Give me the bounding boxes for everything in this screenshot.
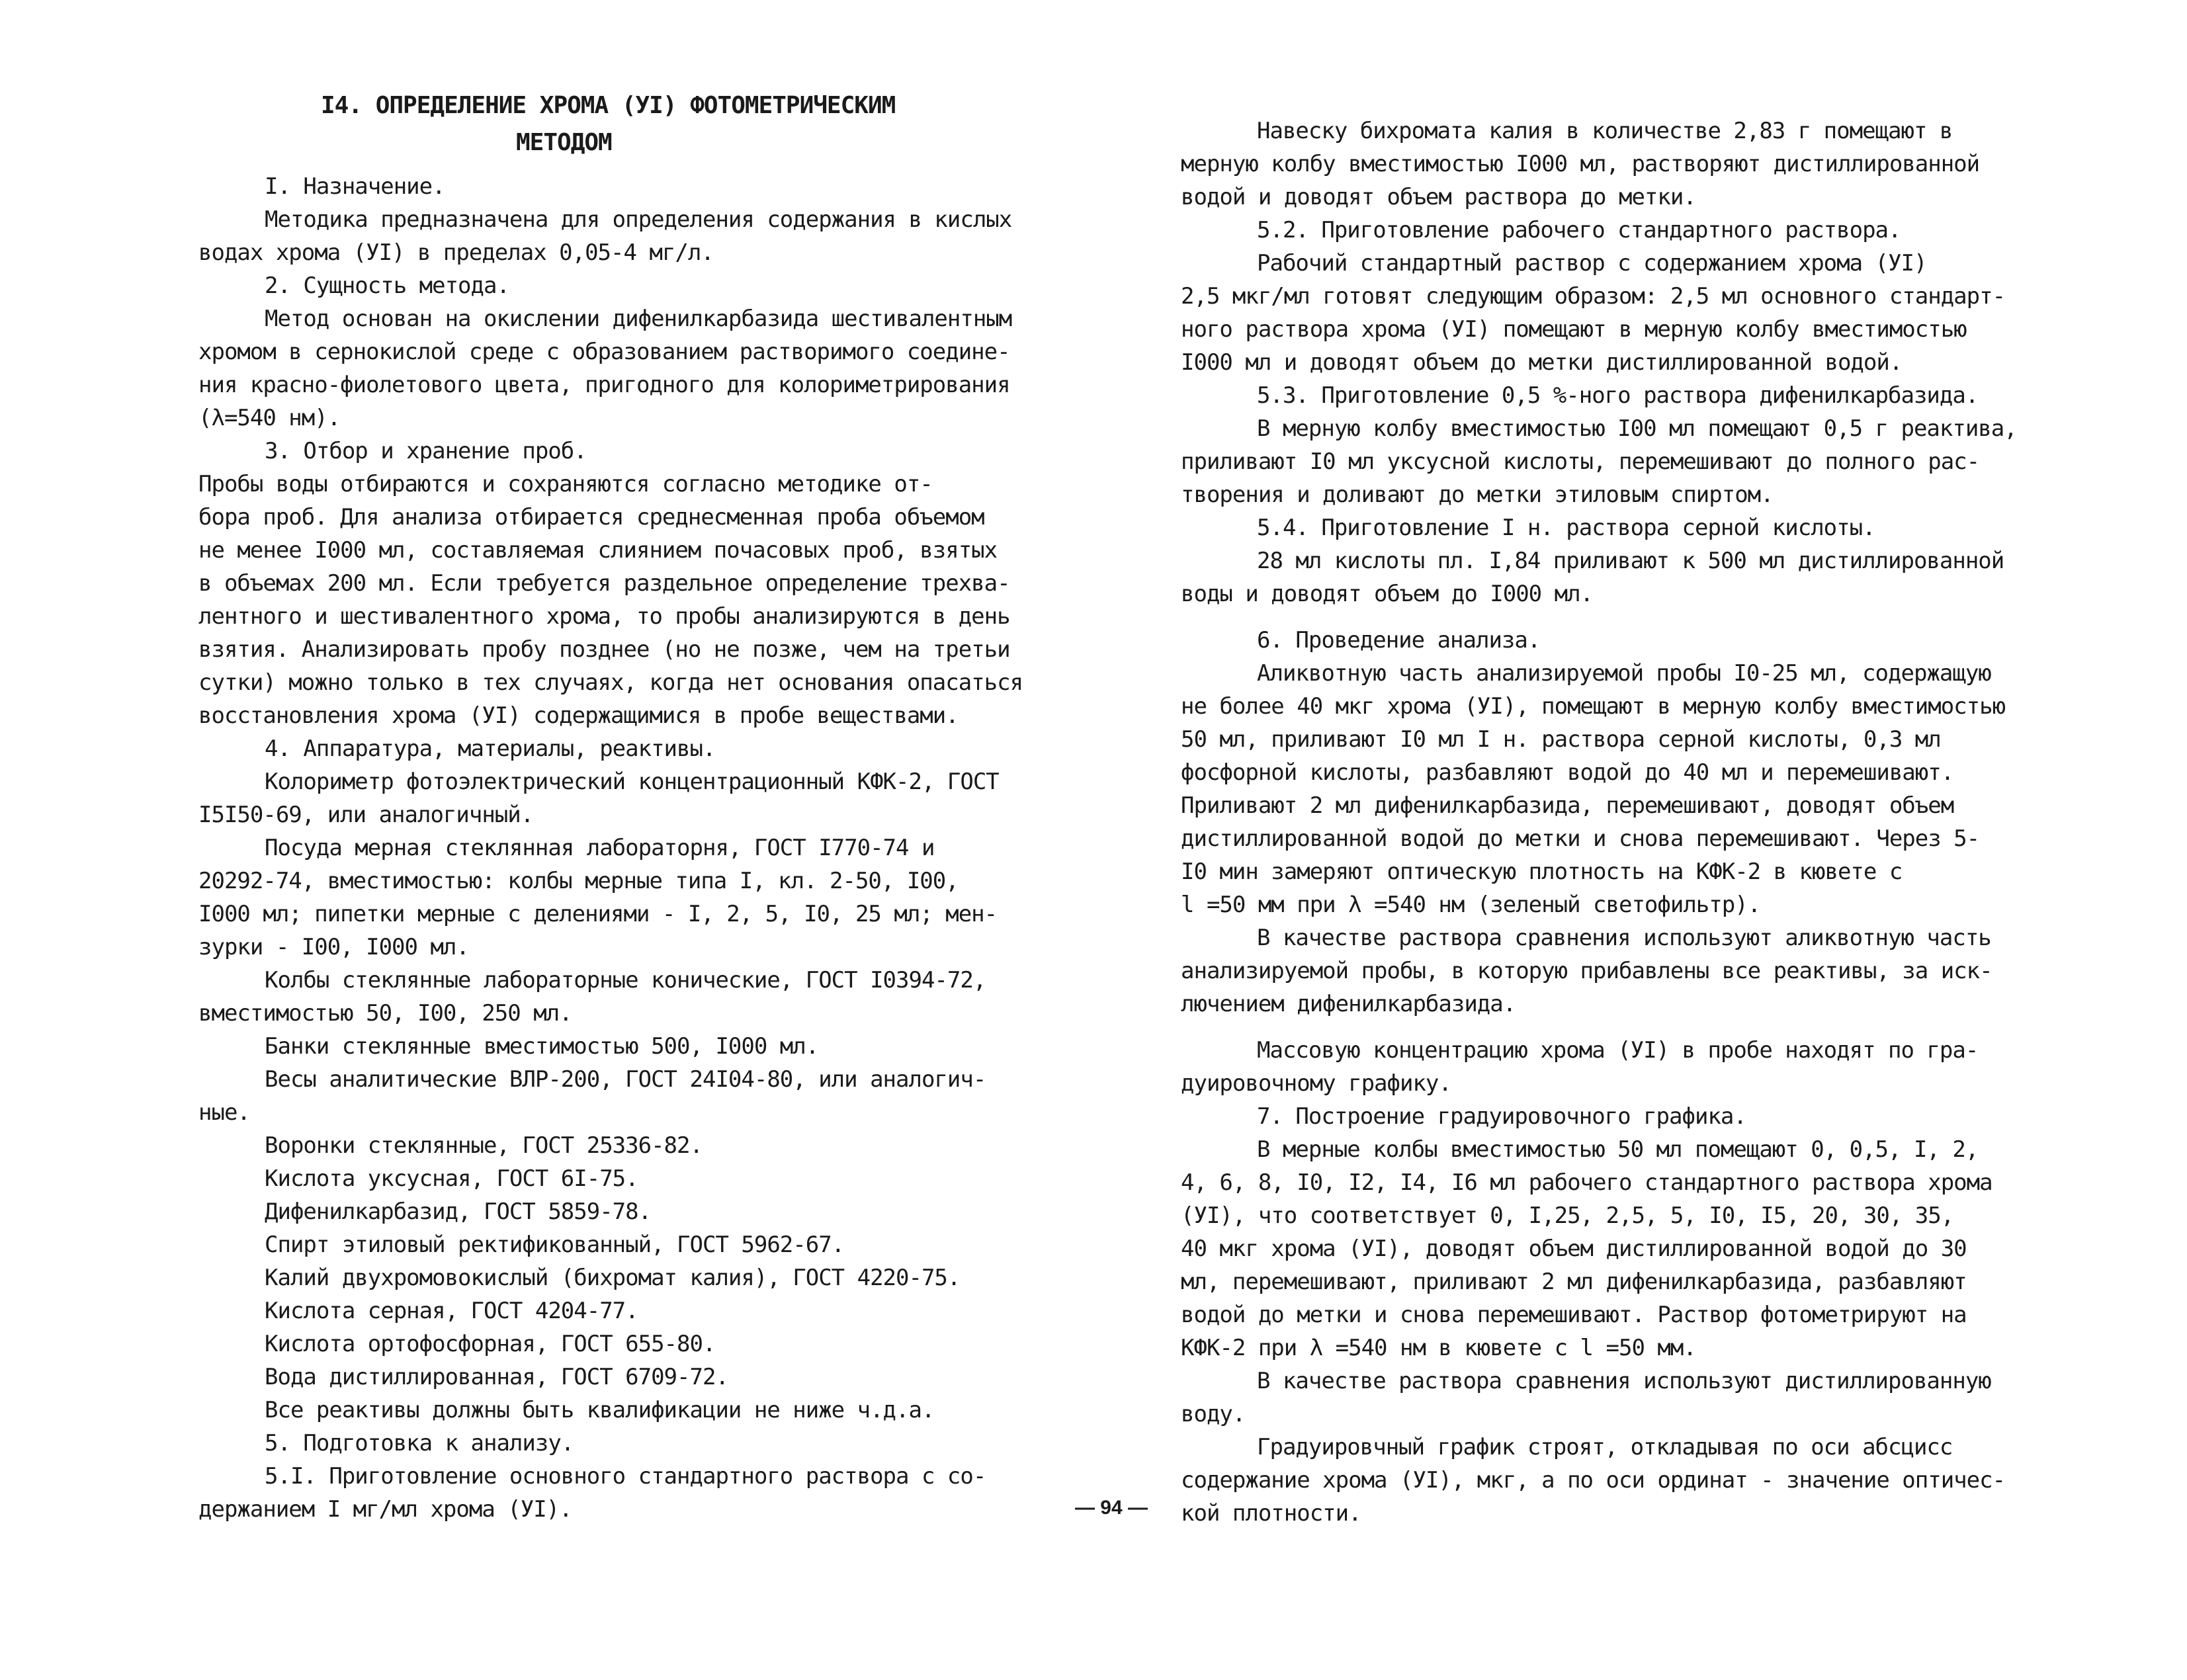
- text-line: лючением дифенилкарбазида.: [1181, 991, 1516, 1017]
- text-line: водах хрома (УI) в пределах 0,05-4 мг/л.: [198, 239, 714, 266]
- text-line: Вода дистиллированная, ГОСТ 6709-72.: [265, 1364, 728, 1390]
- text-line: содержание хрома (УI), мкг, а по оси ординат - значение оптичес-: [1181, 1467, 2006, 1493]
- text-line: Весы аналитические ВЛР-200, ГОСТ 24I04-80, или аналогич-: [265, 1066, 986, 1093]
- text-line: ного раствора хрома (УI) помещают в мерную колбу вместимостью: [1181, 316, 1967, 343]
- section-heading: I4. ОПРЕДЕЛЕНИЕ ХРОМА (УI) ФОТОМЕТРИЧЕСКИМ: [321, 92, 896, 119]
- subsection-title: 5.3. Приготовление 0,5 %-ного раствора дифенилкарбазида.: [1257, 382, 1979, 409]
- text-line: I0 мин замеряют оптическую плотность на КФК-2 в кювете с: [1181, 859, 1903, 885]
- text-line: в объемах 200 мл. Если требуется раздельное определение трехва-: [198, 570, 1010, 597]
- text-line: Кислота серная, ГОСТ 4204-77.: [265, 1298, 638, 1324]
- text-line: 50 мл, приливают I0 мл I н. раствора серной кислоты, 0,3 мл: [1181, 726, 1941, 753]
- text-line: ния красно-фиолетового цвета, пригодного для колориметрирования: [198, 372, 1010, 398]
- text-line: Кислота уксусная, ГОСТ 6I-75.: [265, 1165, 638, 1192]
- subsection-title: I. Назначение.: [265, 173, 445, 200]
- text-line: кой плотности.: [1181, 1500, 1361, 1527]
- text-line: бора проб. Для анализа отбирается среднесменная проба объемом: [198, 504, 984, 530]
- text-line: воду.: [1181, 1401, 1246, 1427]
- text-line: Колориметр фотоэлектрический концентрационный КФК-2, ГОСТ: [265, 769, 999, 795]
- text-line: 2,5 мкг/мл готовят следующим образом: 2,5 мл основного стандарт-: [1181, 283, 2006, 310]
- text-line: В мерную колбу вместимостью I00 мл помещают 0,5 г реактива,: [1257, 415, 2017, 442]
- text-line: дистиллированной водой до метки и снова перемешивают. Через 5-: [1181, 825, 1980, 852]
- text-line: вместимостью 50, I00, 250 мл.: [198, 1000, 572, 1027]
- text-line: 4, 6, 8, I0, I2, I4, I6 мл рабочего стандартного раствора хрома: [1181, 1169, 1993, 1196]
- text-line: Приливают 2 мл дифенилкарбазида, перемешивают, доводят объем: [1181, 792, 1954, 819]
- text-line: приливают I0 мл уксусной кислоты, перемешивают до полного рас-: [1181, 448, 1980, 475]
- text-line: Градуировчный график строят, откладывая по оси абсцисс: [1257, 1434, 1953, 1460]
- text-line: Колбы стеклянные лабораторные конические, ГОСТ I0394-72,: [265, 967, 986, 993]
- text-line: I000 мл; пипетки мерные с делениями - I, 2, 5, I0, 25 мл; мен-: [198, 901, 998, 927]
- text-line: 20292-74, вместимостью: колбы мерные типа I, кл. 2-50, I00,: [198, 868, 959, 894]
- text-line: Массовую концентрацию хрома (УI) в пробе находят по гра-: [1257, 1037, 1979, 1064]
- text-line: Спирт этиловый ректификованный, ГОСТ 5962-67.: [265, 1232, 845, 1258]
- text-line: Воронки стеклянные, ГОСТ 25336-82.: [265, 1132, 703, 1159]
- text-line: Посуда мерная стеклянная лабораторня, ГОСТ I770-74 и: [265, 835, 935, 861]
- text-line: держанием I мг/мл хрома (УI).: [198, 1496, 572, 1523]
- text-line: хромом в сернокислой среде с образованием растворимого соедине-: [198, 339, 1010, 365]
- text-line: Пробы воды отбираются и сохраняются согласно методике от-: [198, 471, 933, 497]
- text-line: Дифенилкарбазид, ГОСТ 5859-78.: [265, 1198, 652, 1225]
- subsection-title: 2. Сущность метода.: [265, 273, 509, 299]
- text-line: зурки - I00, I000 мл.: [198, 934, 469, 960]
- text-line: 28 мл кислоты пл. I,84 приливают к 500 мл дистиллированной: [1257, 548, 2004, 574]
- subsection-title: 3. Отбор и хранение проб.: [265, 438, 587, 464]
- text-line: Банки стеклянные вместимостью 500, I000 мл.: [265, 1033, 819, 1060]
- text-line: сутки) можно только в тех случаях, когда нет основания опасаться: [198, 669, 1023, 696]
- subsection-title: 5. Подготовка к анализу.: [265, 1430, 574, 1456]
- text-line: Навеску бихромата калия в количестве 2,83 г помещают в: [1257, 118, 1953, 144]
- text-line: I5I50-69, или аналогичный.: [198, 802, 534, 828]
- text-line: Рабочий стандартный раствор с содержанием хрома (УI): [1257, 250, 1927, 276]
- text-line: I000 мл и доводят объем до метки дистиллированной водой.: [1181, 349, 1903, 376]
- section-heading-cont: МЕТОДОМ: [516, 129, 612, 156]
- text-line: не менее I000 мл, составляемая слиянием почасовых проб, взятых: [198, 537, 998, 564]
- text-line: водой и доводят объем раствора до метки.: [1181, 184, 1696, 210]
- subsection-title: 4. Аппаратура, материалы, реактивы.: [265, 735, 716, 762]
- text-line: Калий двухромовокислый (бихромат калия), ГОСТ 4220-75.: [265, 1265, 961, 1291]
- subsection-title: 7. Построение градуировочного графика.: [1257, 1103, 1746, 1130]
- text-line: не более 40 мкг хрома (УI), помещают в мерную колбу вместимостью: [1181, 693, 2006, 720]
- text-line: Метод основан на окислении дифенилкарбазида шестивалентным: [265, 306, 1012, 332]
- page-number: — 94 —: [1074, 1497, 1148, 1519]
- text-line: анализируемой пробы, в которую прибавлены все реактивы, за иск-: [1181, 958, 1993, 984]
- text-line: фосфорной кислоты, разбавляют водой до 40 мл и перемешивают.: [1181, 759, 1954, 786]
- subsection-title: 6. Проведение анализа.: [1257, 627, 1541, 653]
- text-line: воды и доводят объем до I000 мл.: [1181, 581, 1594, 607]
- subsection-title: 5.2. Приготовление рабочего стандартного раствора.: [1257, 217, 1901, 243]
- text-line: l =50 мм при λ =540 нм (зеленый светофильтр).: [1181, 892, 1761, 918]
- text-line: В мерные колбы вместимостью 50 мл помещают 0, 0,5, I, 2,: [1257, 1136, 1979, 1163]
- text-line: (УI), что соответствует 0, I,25, 2,5, 5, I0, I5, 20, 30, 35,: [1181, 1202, 1954, 1229]
- text-line: КФК-2 при λ =540 нм в кювете с l =50 мм.: [1181, 1335, 1696, 1361]
- text-line: Все реактивы должны быть квалификации не ниже ч.д.а.: [265, 1397, 935, 1423]
- text-line: водой до метки и снова перемешивают. Раствор фотометрируют на: [1181, 1302, 1967, 1328]
- text-line: лентного и шестивалентного хрома, то пробы анализируются в день: [198, 603, 1010, 630]
- text-line: В качестве раствора сравнения используют дистиллированную: [1257, 1368, 1991, 1394]
- subsection-title: 5.4. Приготовление I н. раствора серной кислоты.: [1257, 515, 1875, 541]
- text-line: мл, перемешивают, приливают 2 мл дифенилкарбазида, разбавляют: [1181, 1269, 1967, 1295]
- text-line: Методика предназначена для определения содержания в кислых: [265, 206, 1012, 233]
- text-line: творения и доливают до метки этиловым спиртом.: [1181, 482, 1774, 508]
- text-line: восстановления хрома (УI) содержащимися в пробе веществами.: [198, 702, 959, 729]
- text-line: ные.: [198, 1099, 250, 1126]
- text-line: Кислота ортофосфорная, ГОСТ 655-80.: [265, 1331, 716, 1357]
- text-line: дуировочному графику.: [1181, 1070, 1451, 1097]
- text-line: 5.I. Приготовление основного стандартного раствора с со-: [265, 1463, 986, 1490]
- text-line: (λ=540 нм).: [198, 405, 341, 431]
- text-line: Аликвотную часть анализируемой пробы I0-25 мл, содержащую: [1257, 660, 1991, 687]
- text-line: 40 мкг хрома (УI), доводят объем дистиллированной водой до 30: [1181, 1236, 1967, 1262]
- text-line: В качестве раствора сравнения используют аликвотную часть: [1257, 925, 1991, 951]
- text-line: мерную колбу вместимостью I000 мл, растворяют дистиллированной: [1181, 151, 1980, 177]
- text-line: взятия. Анализировать пробу позднее (но не позже, чем на третьи: [198, 636, 1010, 663]
